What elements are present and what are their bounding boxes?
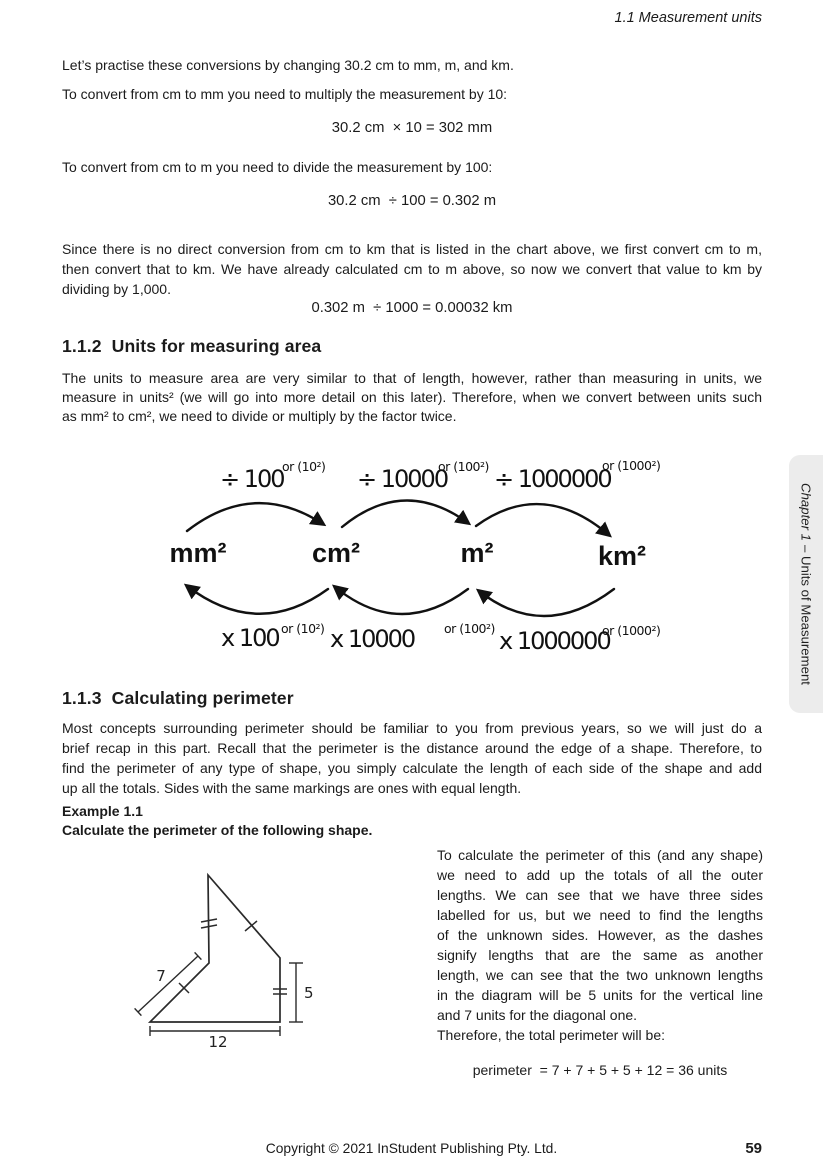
multiply-label-1000000-alt: or (1000²)	[602, 623, 661, 638]
equation-m-to-km: 0.302 m ÷ 1000 = 0.00032 km	[311, 300, 513, 316]
area-conversion-diagram	[130, 443, 690, 673]
unit-label-cm2: cm²	[311, 538, 361, 568]
example-label: Example 1.1	[62, 803, 143, 819]
multiply-label-100: x 100	[221, 624, 279, 652]
unit-label-mm2: mm²	[169, 538, 227, 568]
multiply-arrow-km2-m2	[479, 589, 614, 616]
intro-paragraph-4: Since there is no direct conversion from cm to km that is listed in the chart above, we first convert cm to m, then convert that to km. We have already calculated cm to m above, so now we convert that value to km by dividing by 1,000.	[62, 241, 762, 297]
divide-label-10000: ÷ 10000	[357, 465, 448, 493]
multiply-arrow-cm2-mm2	[187, 586, 328, 614]
footer-page-number: 59	[745, 1140, 762, 1157]
heading-units-for-measuring-area	[62, 336, 762, 357]
intro-paragraph-3: To convert from cm to m you need to divide the measurement by 100:	[62, 159, 493, 175]
area-paragraph: The units to measure area are very similar to that of length, however, rather than measuring in units, we measure in units² (we will go into more detail on this later). Therefore, when we convert between units such as mm² to cm², we need to divide or multiply by the factor twice.	[62, 370, 762, 424]
multiply-label-100-alt: or (10²)	[281, 621, 325, 636]
unit-label-km2: km²	[597, 541, 647, 571]
heading-title: Calculating perimeter	[111, 688, 294, 708]
dimension-label-12: 12	[208, 1033, 228, 1051]
divide-label-1000000: ÷ 1000000	[494, 465, 611, 493]
chapter-name: Chapter 1	[798, 483, 814, 541]
divide-arrow-cm2-m2	[342, 500, 468, 527]
divide-label-1000000-alt: or (1000²)	[602, 458, 661, 473]
divide-label-100: ÷ 100	[220, 465, 284, 493]
heading-number: 1.1.3	[62, 688, 102, 708]
heading-title: Units for measuring area	[111, 336, 322, 356]
dimension-label-7: 7	[156, 967, 166, 985]
dimension-label-5: 5	[304, 984, 314, 1002]
intro-paragraph-2: To convert from cm to mm you need to multiply the measurement by 10:	[62, 86, 508, 102]
heading-calculating-perimeter	[62, 688, 762, 709]
intro-paragraph-1: Let’s practise these conversions by changing 30.2 cm to mm, m, and km.	[62, 57, 514, 73]
unit-label-m2: m²	[460, 538, 494, 568]
perimeter-paragraph: Most concepts surrounding perimeter should be familiar to you from previous years, so we will just do a brief recap in this part. Recall that the perimeter is the distance around the edge of a shape. Therefore, to find the perimeter of any type of shape, you simply calculate the length of each side of the shape and add up all the totals. Sides with the same markings are ones with equal length.	[62, 720, 762, 796]
perimeter-equation: perimeter = 7 + 7 + 5 + 5 + 12 = 36 units	[472, 1062, 728, 1078]
perimeter-shape	[150, 875, 280, 1022]
divide-label-10000-alt: or (100²)	[438, 459, 489, 474]
running-header: 1.1 Measurement units	[614, 10, 762, 26]
example-shape-figure	[130, 858, 330, 1050]
chapter-side-tab-text	[799, 483, 814, 685]
divide-label-100-alt: or (10²)	[282, 459, 326, 474]
multiply-label-1000000: x 1000000	[499, 627, 610, 655]
footer-copyright: Copyright © 2021 InStudent Publishing Pty. Ltd.	[265, 1141, 558, 1156]
example-explanation-lines: To calculate the perimeter of this (and any shape) we need to add up the totals of all the outer lengths. We can see that we have three sides labelled for us, but we need to find the lengths of the unknown sides. However, as the dashes signify lengths that are the same as another length, we can see that the two unknown lengths in the diagram will be 5 units for the vertical line and 7 units for the diagonal one.	[437, 847, 763, 1023]
example-conclusion: Therefore, the total perimeter will be:	[437, 1027, 665, 1043]
divide-arrow-m2-km2	[476, 504, 609, 535]
multiply-label-10000-alt: or (100²)	[444, 621, 495, 636]
heading-number: 1.1.2	[62, 336, 102, 356]
equation-cm-to-mm: 30.2 cm × 10 = 302 mm	[331, 120, 493, 136]
divide-arrow-mm2-cm2	[187, 503, 323, 531]
chapter-side-tab	[789, 455, 823, 713]
equation-cm-to-m: 30.2 cm ÷ 100 = 0.302 m	[327, 193, 497, 209]
multiply-arrow-m2-cm2	[335, 587, 468, 614]
chapter-title: – Units of Measurement	[798, 544, 814, 685]
example-explanation	[437, 845, 763, 1045]
multiply-label-10000: x 10000	[330, 625, 415, 653]
example-prompt: Calculate the perimeter of the following shape.	[62, 822, 373, 838]
